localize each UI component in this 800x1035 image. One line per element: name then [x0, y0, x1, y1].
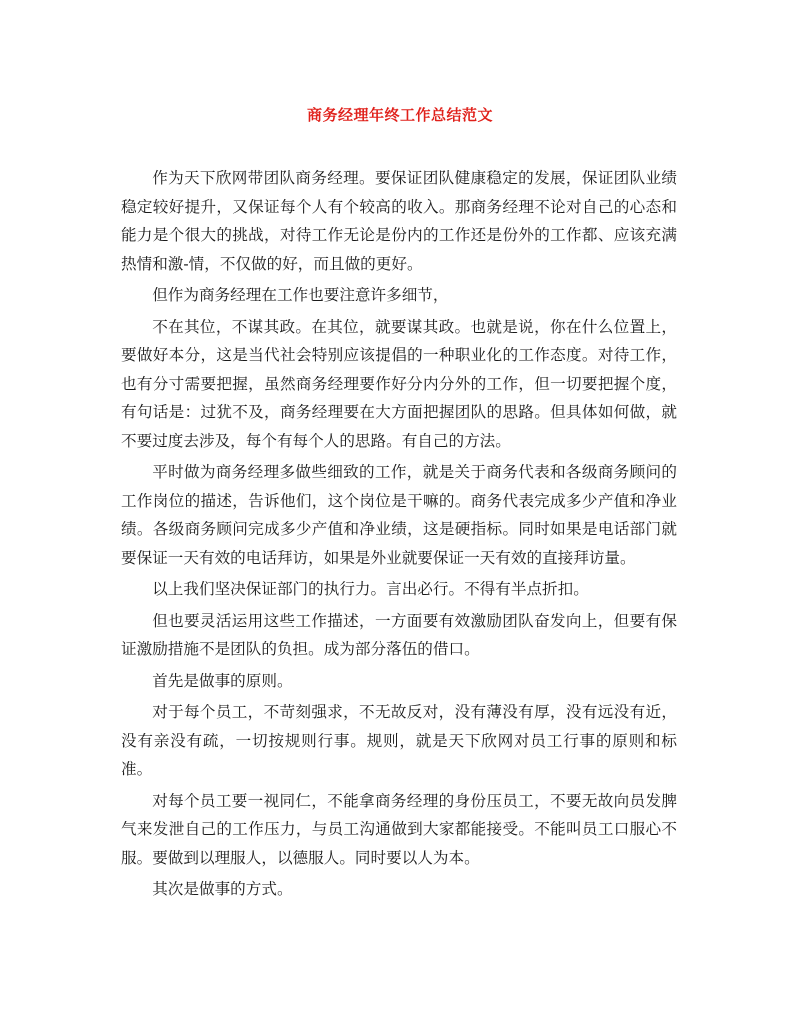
paragraph-4: 平时做为商务经理多做些细致的工作，就是关于商务代表和各级商务顾问的工作岗位的描述，告诉他们，这个岗位是干嘛的。商务代表完成多少产值和净业绩。各级商务顾问完成多少产值和净业绩，这是硬指标。同时如果是电话部门就要保证一天有效的电话拜访，如果是外业就要保证一天有效的直接拜访量。: [121, 463, 677, 567]
paragraph-1: 作为天下欣网带团队商务经理。要保证团队健康稳定的发展，保证团队业绩稳定较好提升，又保证每个人有个较高的收入。那商务经理不论对自己的心态和能力是个很大的挑战，对待工作无论是份内的工作还是份外的工作都、应该充满热情和激-情，不仅做的好，而且做的更好。: [121, 169, 677, 273]
paragraph-8: 对于每个员工，不苛刻强求，不无故反对，没有薄没有厚，没有远没有近，没有亲没有疏，一切按规则行事。规则，就是天下欣网对员工行事的原则和标准。: [121, 703, 677, 778]
paragraph-10: 其次是做事的方式。: [152, 880, 293, 898]
document-title: 商务经理年终工作总结范文: [306, 106, 493, 124]
document-body: [121, 164, 677, 907]
paragraph-3: 不在其位，不谋其政。在其位，就要谋其政。也就是说，你在什么位置上，要做好本分，这是当代社会特别应该提倡的一种职业化的工作态度。对待工作，也有分寸需要把握，虽然商务经理要作好分内分外的工作，但一切要把握个度，有句话是：过犹不及，商务经理要在大方面把握团队的思路。但具体如何做，就不要过度去涉及，每个有每个人的思路。有自己的方法。: [121, 317, 677, 450]
paragraph-5: 以上我们坚决保证部门的执行力。言出必行。不得有半点折扣。: [152, 580, 589, 598]
paragraph-2: 但作为商务经理在工作也要注意许多细节，: [152, 286, 449, 304]
paragraph-7: 首先是做事的原则。: [152, 671, 293, 690]
paragraph-6: 但也要灵活运用这些工作描述，一方面要有效激励团队奋发向上，但要有保证激励措施不是团队的负担。成为部分落伍的借口。: [121, 611, 677, 658]
paragraph-9: 对每个员工要一视同仁，不能拿商务经理的身份压员工，不要无故向员发脾气来发泄自己的工作压力，与员工沟通做到大家都能接受。不能叫员工口服心不服。要做到以理服人，以德服人。同时要以人为本。: [121, 791, 677, 867]
